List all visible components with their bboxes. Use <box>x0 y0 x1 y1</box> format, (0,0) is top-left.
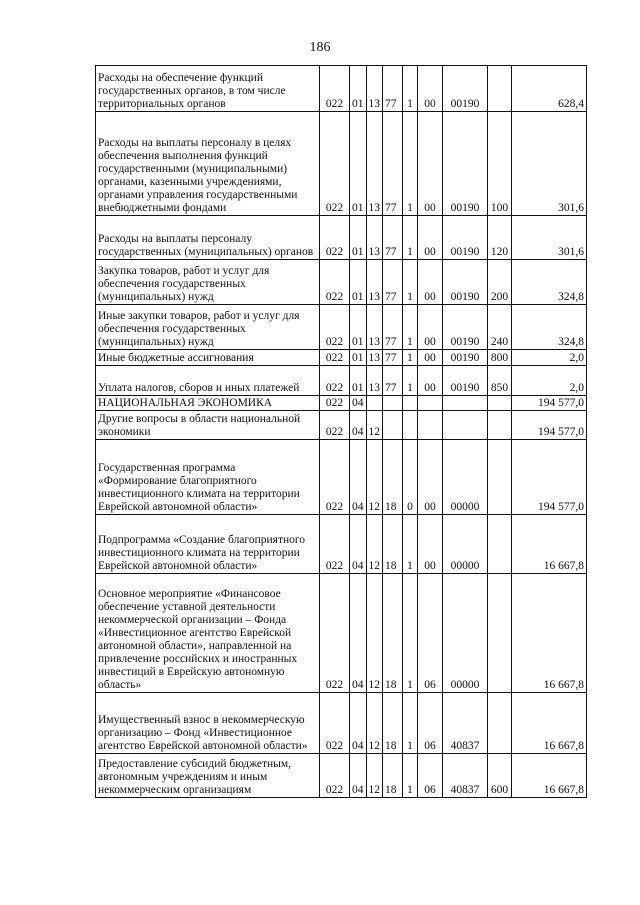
subprogram-code-cell: 1 <box>403 574 418 693</box>
direction-code-cell: 00000 <box>443 440 488 515</box>
program-code-cell: 18 <box>383 754 403 798</box>
direction-code-cell: 00190 <box>443 66 488 112</box>
subprogram-code-cell: 1 <box>403 216 418 260</box>
subsection-code-cell: 13 <box>366 112 383 216</box>
amount-cell: 16 667,8 <box>512 515 587 574</box>
expense-type-cell: 600 <box>488 754 512 798</box>
activity-code-cell: 00 <box>418 66 443 112</box>
row-name-cell: Иные закупки товаров, работ и услуг для обеспечения государственных (муниципальных) нужд <box>96 305 320 350</box>
direction-code-cell: 00000 <box>443 515 488 574</box>
amount-cell: 2,0 <box>512 350 587 366</box>
grbs-code-cell: 022 <box>320 574 350 693</box>
activity-code-cell <box>418 396 443 411</box>
program-code-cell: 18 <box>383 515 403 574</box>
subsection-code-cell: 12 <box>366 693 383 754</box>
direction-code-cell: 00190 <box>443 366 488 396</box>
program-code-cell: 77 <box>383 366 403 396</box>
program-code-cell: 77 <box>383 66 403 112</box>
activity-code-cell: 00 <box>418 260 443 305</box>
activity-code-cell: 00 <box>418 112 443 216</box>
subsection-code-cell: 13 <box>366 260 383 305</box>
program-code-cell: 77 <box>383 305 403 350</box>
row-name-cell: Расходы на выплаты персоналу в целях обеспечения выполнения функций государственными (муниципальными) органами, казенными учреждениями, органами управления государственными внебюджетными фондами <box>96 112 320 216</box>
section-code-cell: 04 <box>350 574 367 693</box>
subprogram-code-cell: 1 <box>403 260 418 305</box>
direction-code-cell: 00190 <box>443 305 488 350</box>
section-code-cell: 01 <box>350 112 367 216</box>
row-name-cell: Закупка товаров, работ и услуг для обеспечения государственных (муниципальных) нужд <box>96 260 320 305</box>
row-name-cell: Подпрограмма «Создание благоприятного инвестиционного климата на территории Еврейской автономной области» <box>96 515 320 574</box>
program-code-cell: 18 <box>383 440 403 515</box>
subprogram-code-cell: 1 <box>403 305 418 350</box>
subsection-code-cell: 13 <box>366 305 383 350</box>
grbs-code-cell: 022 <box>320 411 350 440</box>
grbs-code-cell: 022 <box>320 305 350 350</box>
grbs-code-cell: 022 <box>320 216 350 260</box>
budget-table-body <box>96 66 587 798</box>
grbs-code-cell: 022 <box>320 66 350 112</box>
amount-cell: 628,4 <box>512 66 587 112</box>
table-row <box>96 754 587 798</box>
table-row <box>96 350 587 366</box>
table-row <box>96 305 587 350</box>
program-code-cell: 77 <box>383 216 403 260</box>
row-name-cell: НАЦИОНАЛЬНАЯ ЭКОНОМИКА <box>96 396 320 411</box>
direction-code-cell: 40837 <box>443 693 488 754</box>
direction-code-cell: 40837 <box>443 754 488 798</box>
direction-code-cell <box>443 396 488 411</box>
section-code-cell: 01 <box>350 216 367 260</box>
activity-code-cell: 00 <box>418 305 443 350</box>
amount-cell: 16 667,8 <box>512 754 587 798</box>
amount-cell: 324,8 <box>512 260 587 305</box>
grbs-code-cell: 022 <box>320 260 350 305</box>
program-code-cell <box>383 411 403 440</box>
row-name-cell: Уплата налогов, сборов и иных платежей <box>96 366 320 396</box>
program-code-cell <box>383 396 403 411</box>
activity-code-cell: 06 <box>418 693 443 754</box>
subsection-code-cell: 12 <box>366 754 383 798</box>
direction-code-cell: 00000 <box>443 574 488 693</box>
table-row <box>96 396 587 411</box>
subprogram-code-cell: 1 <box>403 66 418 112</box>
table-row <box>96 440 587 515</box>
subsection-code-cell: 12 <box>366 574 383 693</box>
subprogram-code-cell: 1 <box>403 366 418 396</box>
row-name-cell: Другие вопросы в области национальной экономики <box>96 411 320 440</box>
row-name-cell: Имущественный взнос в некоммерческую организацию – Фонд «Инвестиционное агентство Еврейской автономной области» <box>96 693 320 754</box>
subsection-code-cell <box>366 396 383 411</box>
grbs-code-cell: 022 <box>320 515 350 574</box>
table-row <box>96 66 587 112</box>
grbs-code-cell: 022 <box>320 366 350 396</box>
row-name-cell: Расходы на обеспечение функций государственных органов, в том числе территориальных органов <box>96 66 320 112</box>
expense-type-cell: 240 <box>488 305 512 350</box>
table-row <box>96 515 587 574</box>
subsection-code-cell: 13 <box>366 216 383 260</box>
row-name-cell: Предоставление субсидий бюджетным, автономным учреждениям и иным некоммерческим организациям <box>96 754 320 798</box>
subprogram-code-cell: 1 <box>403 515 418 574</box>
activity-code-cell <box>418 411 443 440</box>
expense-type-cell <box>488 396 512 411</box>
section-code-cell: 01 <box>350 305 367 350</box>
amount-cell: 194 577,0 <box>512 396 587 411</box>
page-number: 186 <box>309 40 331 55</box>
subprogram-code-cell <box>403 396 418 411</box>
row-name-cell: Основное мероприятие «Финансовое обеспечение уставной деятельности некоммерческой организации – Фонда «Инвестиционное агентство Еврейской автономной области», направленной на привлечение российских и иностранных инвестиций в Еврейскую автономную область» <box>96 574 320 693</box>
table-row <box>96 411 587 440</box>
grbs-code-cell: 022 <box>320 754 350 798</box>
program-code-cell: 18 <box>383 693 403 754</box>
section-code-cell: 04 <box>350 515 367 574</box>
table-row <box>96 260 587 305</box>
expense-type-cell: 800 <box>488 350 512 366</box>
direction-code-cell: 00190 <box>443 216 488 260</box>
section-code-cell: 04 <box>350 440 367 515</box>
subprogram-code-cell: 1 <box>403 693 418 754</box>
subprogram-code-cell: 0 <box>403 440 418 515</box>
amount-cell: 16 667,8 <box>512 574 587 693</box>
grbs-code-cell: 022 <box>320 440 350 515</box>
grbs-code-cell: 022 <box>320 350 350 366</box>
direction-code-cell: 00190 <box>443 112 488 216</box>
expense-type-cell <box>488 440 512 515</box>
program-code-cell: 77 <box>383 350 403 366</box>
row-name-cell: Расходы на выплаты персоналу государственных (муниципальных) органов <box>96 216 320 260</box>
subprogram-code-cell: 1 <box>403 754 418 798</box>
activity-code-cell: 00 <box>418 350 443 366</box>
expense-type-cell <box>488 515 512 574</box>
grbs-code-cell: 022 <box>320 693 350 754</box>
activity-code-cell: 00 <box>418 216 443 260</box>
amount-cell: 2,0 <box>512 366 587 396</box>
expense-type-cell: 120 <box>488 216 512 260</box>
section-code-cell: 04 <box>350 693 367 754</box>
grbs-code-cell: 022 <box>320 396 350 411</box>
grbs-code-cell: 022 <box>320 112 350 216</box>
activity-code-cell: 06 <box>418 574 443 693</box>
amount-cell: 194 577,0 <box>512 411 587 440</box>
subsection-code-cell: 12 <box>366 515 383 574</box>
table-row <box>96 693 587 754</box>
expense-type-cell: 850 <box>488 366 512 396</box>
section-code-cell: 01 <box>350 260 367 305</box>
expense-type-cell: 100 <box>488 112 512 216</box>
subprogram-code-cell: 1 <box>403 350 418 366</box>
table-row <box>96 112 587 216</box>
expense-type-cell <box>488 574 512 693</box>
direction-code-cell <box>443 411 488 440</box>
subsection-code-cell: 12 <box>366 440 383 515</box>
expense-type-cell: 200 <box>488 260 512 305</box>
subsection-code-cell: 13 <box>366 350 383 366</box>
section-code-cell: 01 <box>350 366 367 396</box>
expense-type-cell <box>488 66 512 112</box>
amount-cell: 324,8 <box>512 305 587 350</box>
amount-cell: 301,6 <box>512 216 587 260</box>
program-code-cell: 18 <box>383 574 403 693</box>
program-code-cell: 77 <box>383 260 403 305</box>
table-row <box>96 366 587 396</box>
table-row <box>96 216 587 260</box>
subprogram-code-cell <box>403 411 418 440</box>
budget-table <box>95 65 587 798</box>
expense-type-cell <box>488 411 512 440</box>
direction-code-cell: 00190 <box>443 260 488 305</box>
section-code-cell: 04 <box>350 396 367 411</box>
program-code-cell: 77 <box>383 112 403 216</box>
subprogram-code-cell: 1 <box>403 112 418 216</box>
activity-code-cell: 00 <box>418 366 443 396</box>
section-code-cell: 01 <box>350 350 367 366</box>
amount-cell: 16 667,8 <box>512 693 587 754</box>
activity-code-cell: 06 <box>418 754 443 798</box>
row-name-cell: Государственная программа «Формирование благоприятного инвестиционного климата на территории Еврейской автономной области» <box>96 440 320 515</box>
activity-code-cell: 00 <box>418 515 443 574</box>
subsection-code-cell: 13 <box>366 366 383 396</box>
direction-code-cell: 00190 <box>443 350 488 366</box>
amount-cell: 194 577,0 <box>512 440 587 515</box>
section-code-cell: 01 <box>350 66 367 112</box>
table-row <box>96 574 587 693</box>
activity-code-cell: 00 <box>418 440 443 515</box>
subsection-code-cell: 13 <box>366 66 383 112</box>
subsection-code-cell: 12 <box>366 411 383 440</box>
section-code-cell: 04 <box>350 411 367 440</box>
section-code-cell: 04 <box>350 754 367 798</box>
expense-type-cell <box>488 693 512 754</box>
amount-cell: 301,6 <box>512 112 587 216</box>
row-name-cell: Иные бюджетные ассигнования <box>96 350 320 366</box>
